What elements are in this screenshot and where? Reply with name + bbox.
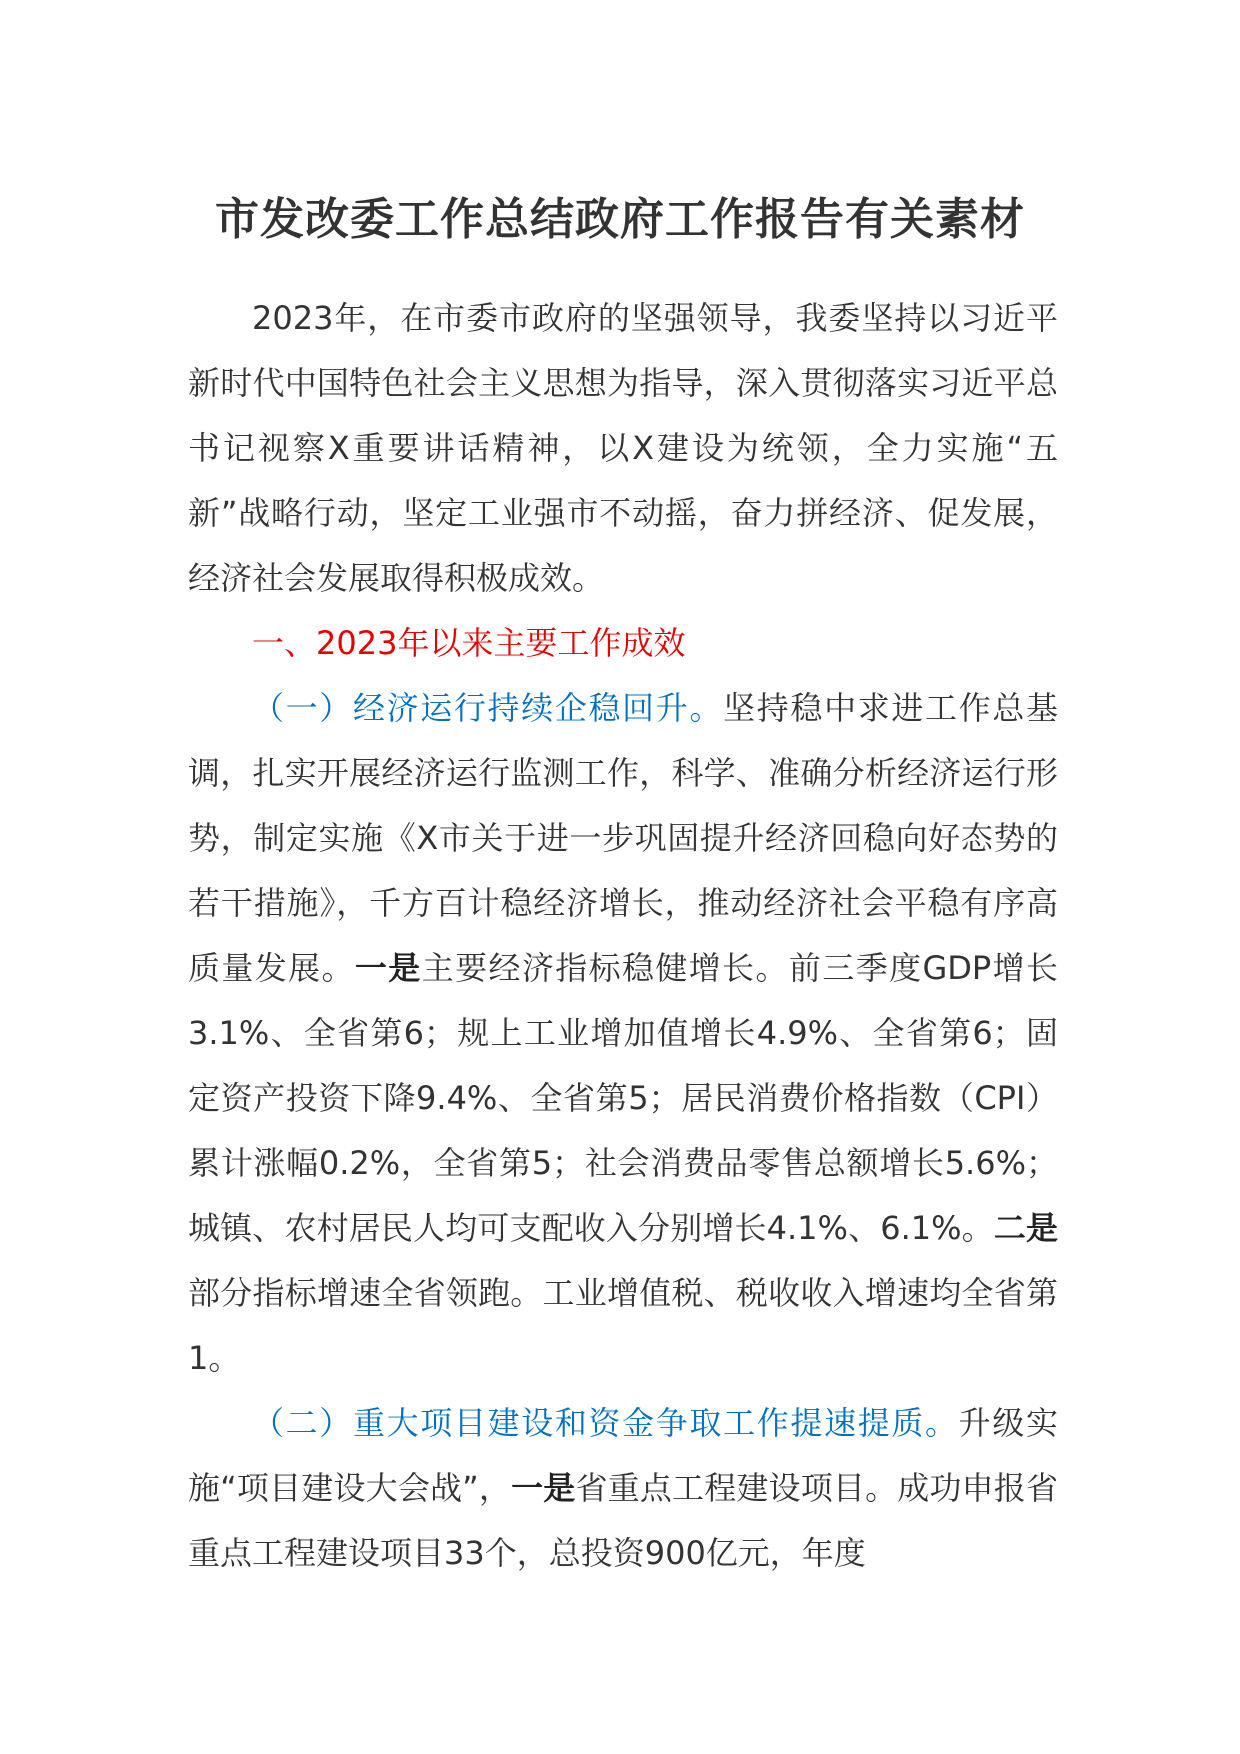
- subsection-1-lead-2: 二是: [993, 1209, 1058, 1247]
- subsection-2-text-a: 升级实施“项目建设大会战”，: [188, 1404, 1058, 1507]
- subsection-1-text-b: 主要经济指标稳健增长。前三季度GDP增长3.1%、全省第6；规上工业增加值增长4.9%、全省第6；固定资产投资下降9.4%、全省第5；居民消费价格指数（CPI）累计涨幅0.2%，全省第5；社会消费品零售总额增长5.6%；城镇、农村居民人均可支配收入分别增长4.1%、6.1%。: [188, 949, 1058, 1247]
- subsection-2-title: （二）重大项目建设和资金争取工作提速提质。: [252, 1404, 959, 1442]
- subsection-2-lead-1: 一是: [511, 1469, 576, 1507]
- document-body: [188, 286, 1058, 1586]
- section-heading: 一、2023年以来主要工作成效: [252, 624, 686, 662]
- subsection-1-title: （一）经济运行持续企稳回升。: [252, 689, 724, 727]
- subsection-2-text-b: 省重点工程建设项目。成功申报省重点工程建设项目33个，总投资900亿元，年度: [188, 1469, 1058, 1572]
- subsection-1-text-c: 部分指标增速全省领跑。工业增值税、税收收入增速均全省第1。: [188, 1274, 1058, 1377]
- intro-paragraph: 2023年，在市委市政府的坚强领导，我委坚持以习近平新时代中国特色社会主义思想为指导，深入贯彻落实习近平总书记视察X重要讲话精神，以X建设为统领，全力实施“五新”战略行动，坚定工业强市不动摇，奋力拼经济、促发展，经济社会发展取得积极成效。: [188, 299, 1058, 597]
- document-title: 市发改委工作总结政府工作报告有关素材: [215, 194, 1025, 245]
- subsection-1-lead-1: 一是: [354, 949, 422, 987]
- subsection-1-text-a: 坚持稳中求进工作总基调，扎实开展经济运行监测工作，科学、准确分析经济运行形势，制定实施《X市关于进一步巩固提升经济回稳向好态势的若干措施》，千方百计稳经济增长，推动经济社会平稳有序高质量发展。: [188, 689, 1058, 987]
- subsection-1-paragraph: [188, 676, 1058, 1391]
- subsection-2-paragraph: [188, 1391, 1058, 1586]
